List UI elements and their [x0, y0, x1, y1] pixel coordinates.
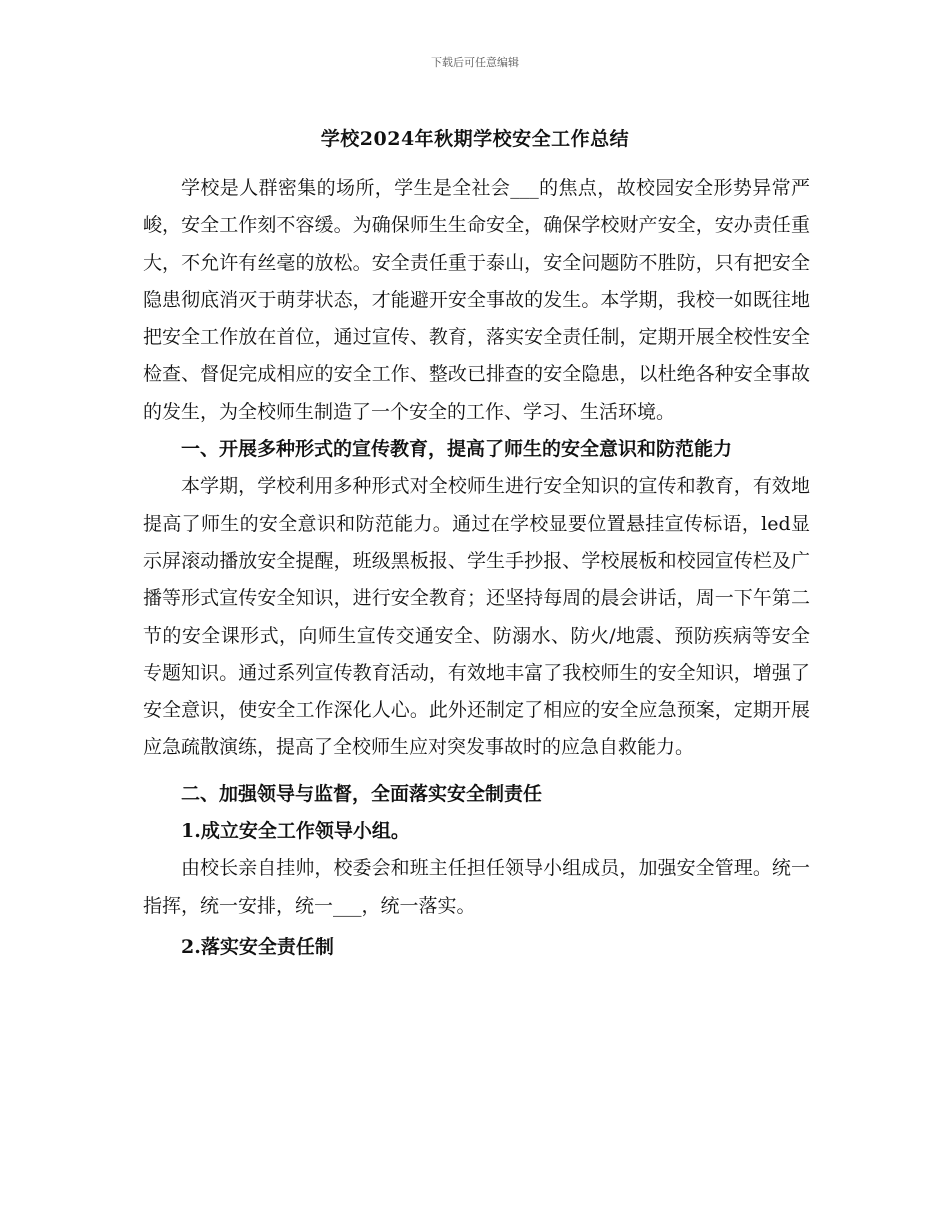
- paragraph-intro: 学校是人群密集的场所，学生是全社会___的焦点，故校园安全形势异常严峻，安全工作刻不容缓。为确保师生生命安全，确保学校财产安全，安办责任重大，不允许有丝毫的放松。安全责任重于泰山，安全问题防不胜防，只有把安全隐患彻底消灭于萌芽状态，才能避开安全事故的发生。本学期，我校一如既往地把安全工作放在首位，通过宣传、教育，落实安全责任制，定期开展全校性安全检查、督促完成相应的安全工作、整改已排查的安全隐患，以杜绝各种安全事故的发生，为全校师生制造了一个安全的工作、学习、生活环境。: [143, 177, 810, 423]
- document-body: [143, 170, 810, 966]
- section-heading-1: 一、开展多种形式的宣传教育，提高了师生的安全意识和防范能力: [181, 438, 733, 461]
- document-title: 学校2024年秋期学校安全工作总结: [320, 128, 630, 150]
- header-note: 下载后可任意编辑: [431, 56, 519, 69]
- paragraph-subsection-1: 由校长亲自挂帅，校委会和班主任担任领导小组成员，加强安全管理。统一指挥，统一安排，统一___，统一落实。: [143, 857, 810, 917]
- subsection-heading-1: 1.成立安全工作领导小组。: [181, 820, 410, 843]
- paragraph-section-1: 本学期，学校利用多种形式对全校师生进行安全知识的宣传和教育，有效地提高了师生的安全意识和防范能力。通过在学校显要位置悬挂宣传标语，led显示屏滚动播放安全提醒，班级黑板报、学生手抄报、学校展板和校园宣传栏及广播等形式宣传安全知识，进行安全教育；还坚持每周的晨会讲话，周一下午第二节的安全课形式，向师生宣传交通安全、防溺水、防火/地震、预防疾病等安全专题知识。通过系列宣传教育活动，有效地丰富了我校师生的安全知识，增强了安全意识，使安全工作深化人心。此外还制定了相应的安全应急预案，定期开展应急疏散演练，提高了全校师生应对突发事故时的应急自救能力。: [143, 475, 810, 759]
- section-heading-2: 二、加强领导与监督，全面落实安全制责任: [181, 782, 543, 805]
- subsection-heading-2: 2.落实安全责任制: [181, 935, 334, 958]
